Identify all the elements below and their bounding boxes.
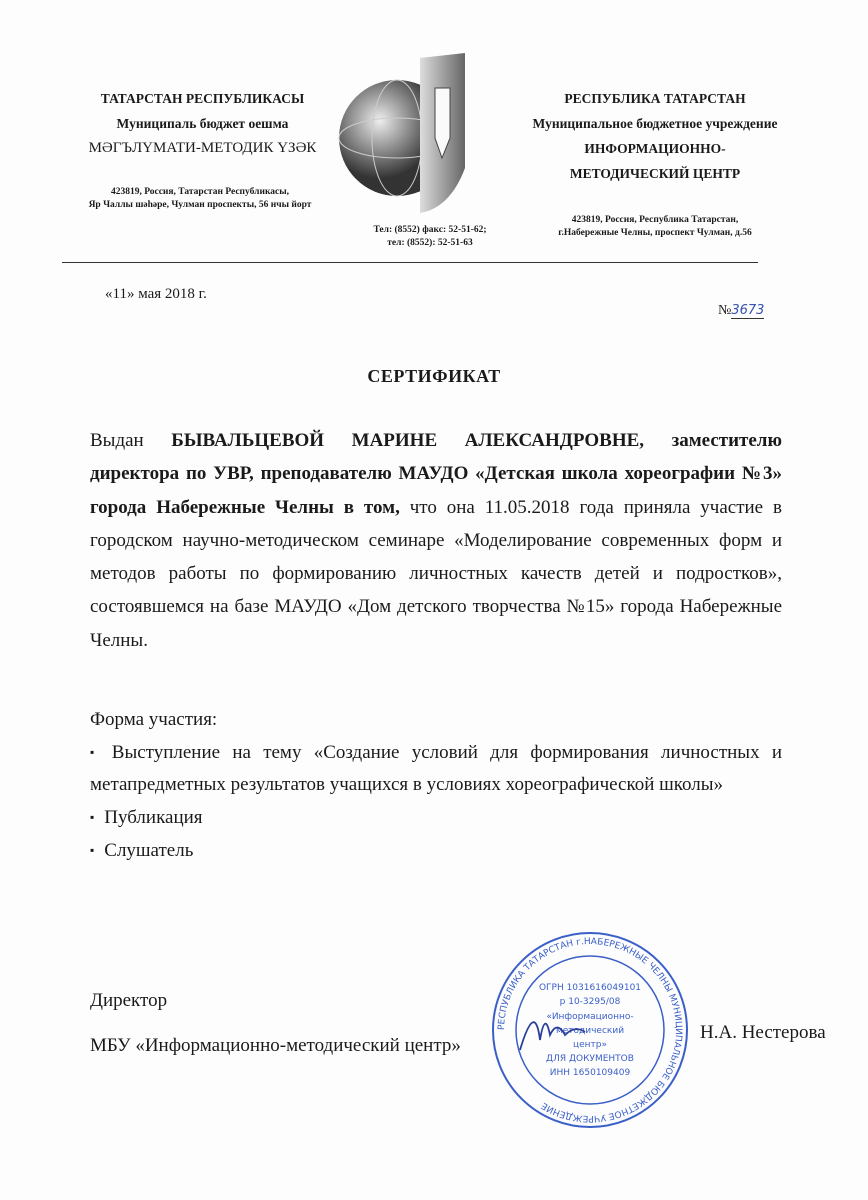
header-left-line1: ТАТАРСТАН РЕСПУБЛИКАСЫ [100, 91, 305, 106]
number-value: 3673 [731, 303, 765, 318]
participation-section [90, 704, 782, 867]
recipient: БЫВАЛЬЦЕВОЙ МАРИНЕ АЛЕКСАНДРОВНЕ, заместителю директора по УВР, преподавателю МАУДО «Детская школа хореографии №3» города Набережные Челны в том, [90, 430, 782, 518]
header-right-line1: РЕСПУБЛИКА ТАТАРСТАН [564, 91, 746, 106]
signer-name: Н.А. Нестерова [700, 1022, 826, 1043]
header-right-line2: Муниципальное бюджетное учреждение [532, 116, 778, 131]
number-prefix: № [718, 303, 732, 318]
header-divider [62, 262, 758, 263]
header-left-address [40, 186, 360, 212]
header-left [60, 86, 345, 161]
address-line: 423819, Россия, Республика Татарстан, [571, 215, 739, 225]
participation-label: Форма участия: [90, 709, 218, 730]
signer-organization: МБУ «Информационно-методический центр» [90, 1035, 461, 1056]
address-line: г.Набережные Челны, проспект Чулман, д.56 [558, 228, 752, 238]
header-phones [350, 224, 510, 250]
header-right [510, 86, 800, 186]
stamp-text: ДЛЯ ДОКУМЕНТОВ [546, 1054, 634, 1064]
stamp-text: «Информационно- [546, 1012, 634, 1022]
header-right-line4: МЕТОДИЧЕСКИЙ ЦЕНТР [569, 166, 741, 181]
stamp-text: центр» [572, 1040, 608, 1050]
phone-line: Тел: (8552) факс: 52-51-62; [373, 225, 487, 235]
header-left-line2: Муниципаль бюджет оешма [116, 116, 289, 131]
body-text: что она 11.05.2018 года приняла участие в городском научно-методическом семинаре «Моделирование современных форм и методов работы по формированию личностных качеств детей и подростков», состоявшемся на базе МАУДО «Дом детского творчества №15» города Набережные Челны. [90, 496, 782, 651]
phone-line: тел: (8552): 52-51-63 [387, 238, 473, 248]
signer-position: Директор [90, 990, 168, 1011]
header-right-line3: ИНФОРМАЦИОННО- [584, 141, 726, 156]
document-number [718, 303, 764, 319]
issued-label: Выдан [90, 430, 172, 451]
signature-block [90, 978, 461, 1068]
participation-item: ▪ Слушатель [90, 834, 782, 867]
logo-globe-pen-icon [335, 48, 475, 218]
stamp-text: ОГРН 1031616049101 [538, 983, 642, 993]
header-right-address [510, 214, 800, 240]
stamp-text: ИНН 1650109409 [549, 1068, 631, 1078]
address-line: Яр Чаллы шәһәре, Чулман проспекты, 56 нчы йорт [88, 200, 312, 210]
stamp-text: р 10-3295/08 [559, 997, 621, 1007]
address-line: 423819, Россия, Татарстан Республикасы, [110, 187, 290, 197]
document-title: СЕРТИФИКАТ [367, 366, 501, 386]
stamp-outer-text: РЕСПУБЛИКА ТАТАРСТАН г.НАБЕРЕЖНЫЕ ЧЕЛНЫ МУНИЦИПАЛЬНОЕ БЮДЖЕТНОЕ УЧРЕЖДЕНИЕ [496, 936, 684, 1124]
header-left-line3: МӘГЪЛҮМАТИ-МЕТОДИК ҮЗӘК [88, 140, 317, 156]
official-stamp-icon [490, 930, 690, 1130]
certificate-body [90, 424, 782, 657]
participation-item: ▪ Публикация [90, 801, 782, 834]
stamp-text: методический [555, 1026, 625, 1036]
document-date: «11» мая 2018 г. [105, 286, 207, 302]
participation-item: ▪ Выступление на тему «Создание условий для формирования личностных и метапредметных результатов учащихся в условиях хореографической школы» [90, 736, 782, 801]
